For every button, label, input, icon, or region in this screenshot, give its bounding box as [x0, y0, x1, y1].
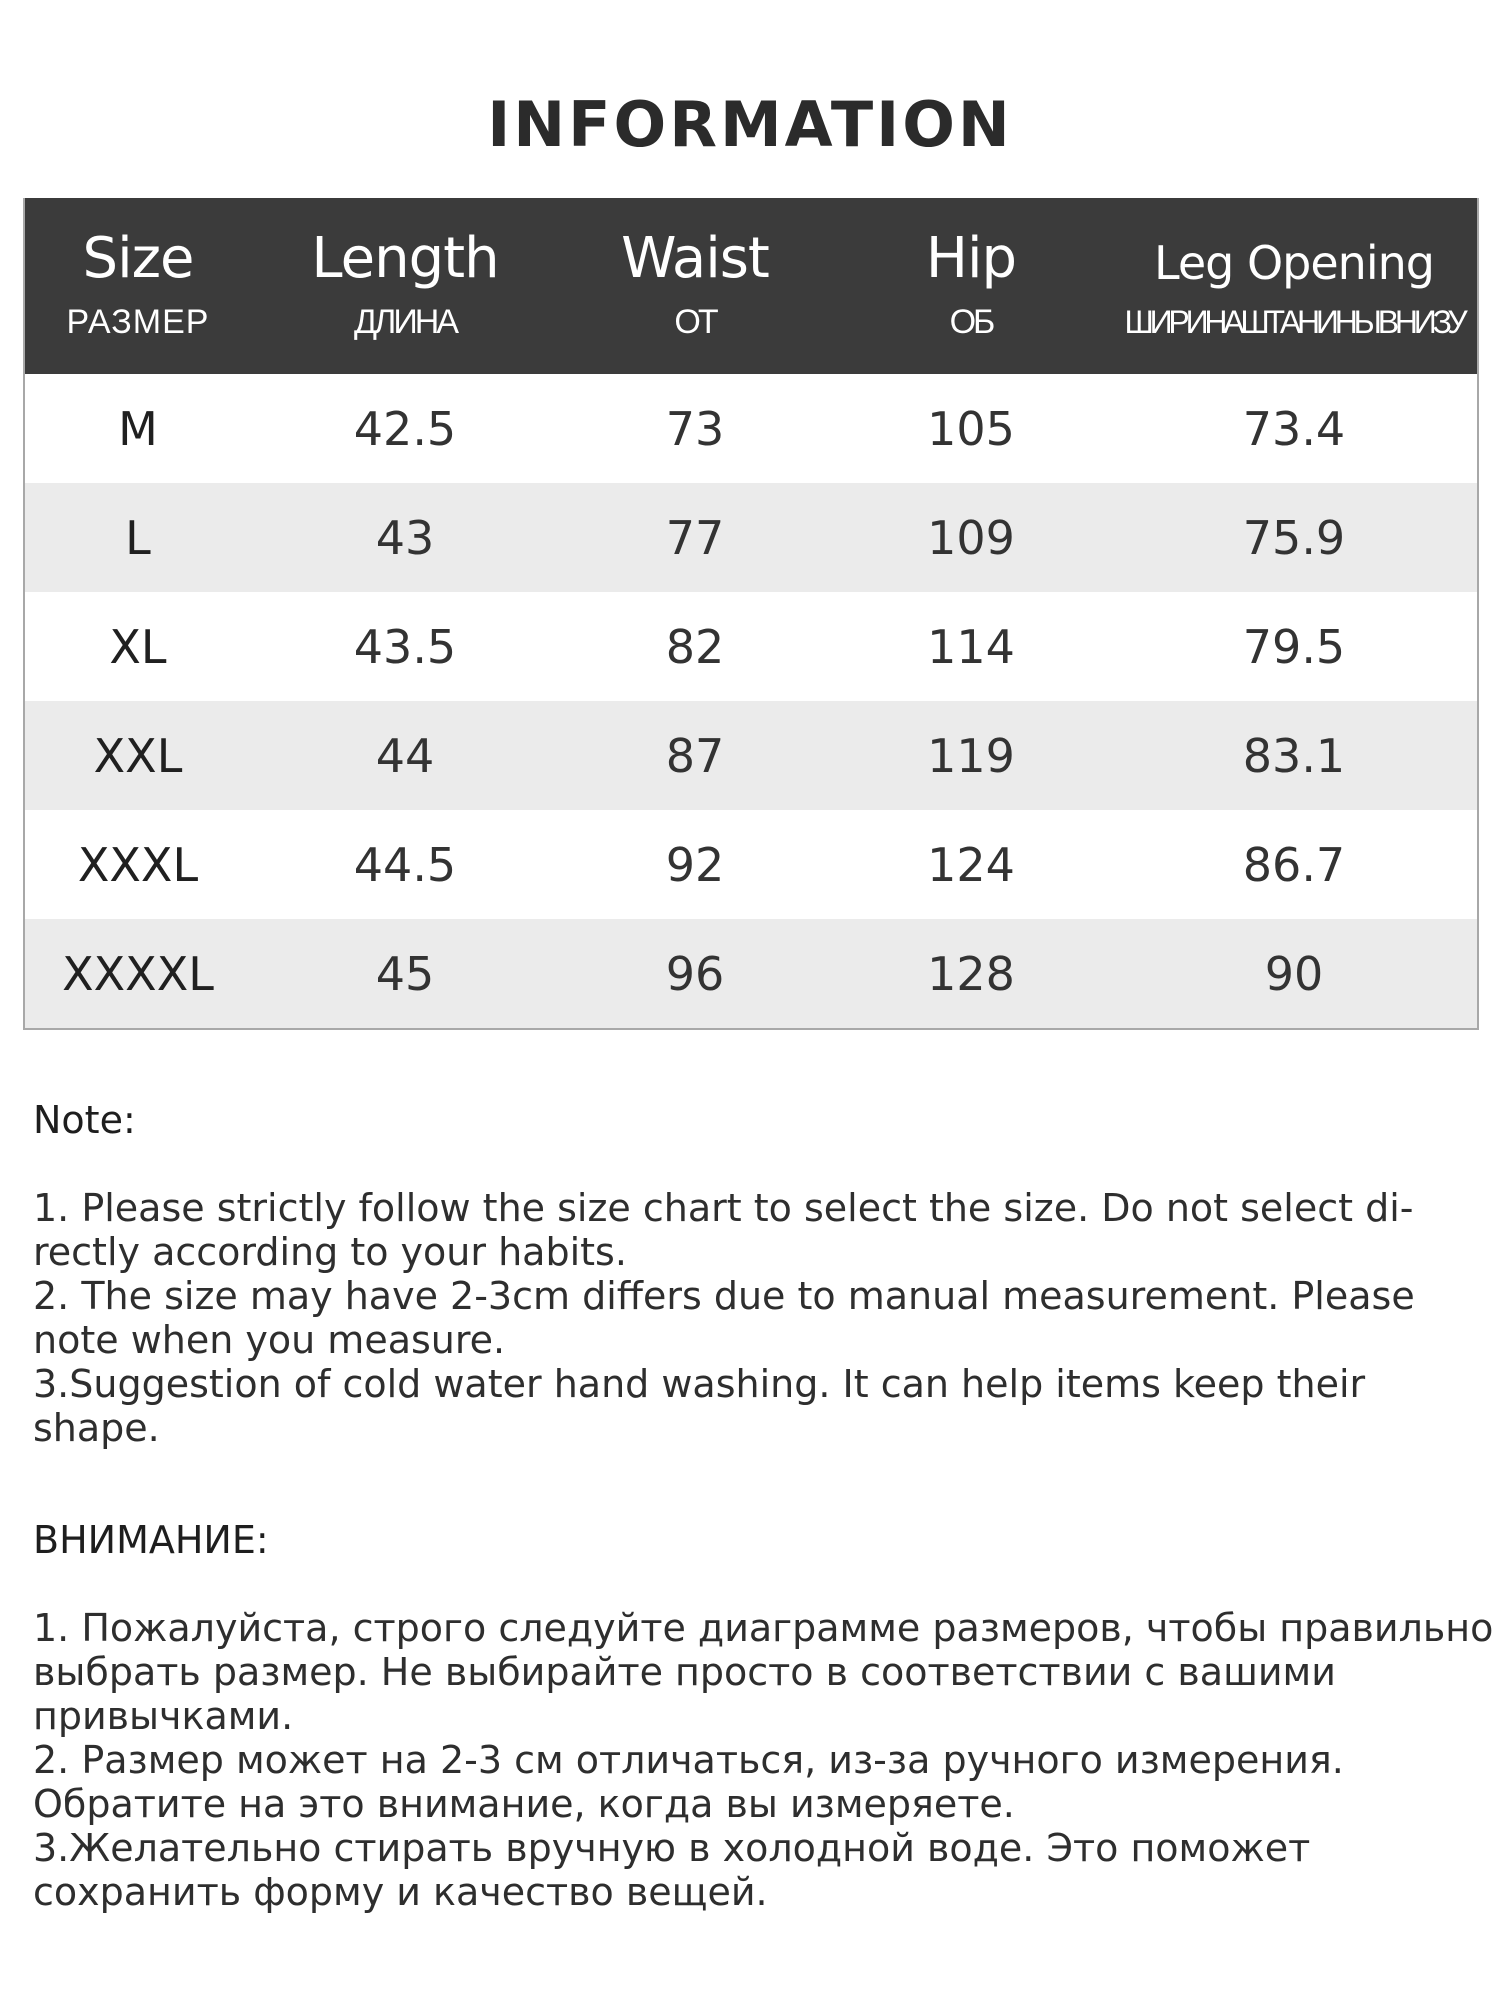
cell-waist: 73 [665, 401, 725, 456]
cell-size: XXXL [77, 837, 199, 892]
table-row [25, 483, 1477, 592]
header-label-en: Waist [621, 226, 769, 291]
cell-size: M [118, 401, 158, 456]
cell-leg-opening: 83.1 [1242, 728, 1346, 783]
header-length [251, 198, 559, 374]
note-line: 2. Размер может на 2-3 см отличаться, из-за ручного измерения. [33, 1738, 1344, 1782]
header-label-ru: ШИРИНАШТАНИНЫВНИЗУ [1124, 304, 1464, 340]
note-line: Обратите на это внимание, когда вы измеряете. [33, 1782, 1015, 1826]
cell-hip: 119 [927, 728, 1015, 783]
cell-length: 43 [375, 510, 435, 565]
cell-leg-opening: 86.7 [1242, 837, 1346, 892]
table-row [25, 810, 1477, 919]
note-line: 3.Желательно стирать вручную в холодной воде. Это поможет [33, 1826, 1311, 1870]
note-line: 1. Пожалуйста, строго следуйте диаграмме размеров, чтобы правильно [33, 1606, 1494, 1650]
note-heading-ru: ВНИМАНИЕ: [33, 1518, 269, 1562]
table-row [25, 374, 1477, 483]
header-label-en: Hip [925, 226, 1017, 291]
table-row [25, 919, 1477, 1028]
note-line: 2. The size may have 2-3cm differs due to manual measurement. Please [33, 1274, 1415, 1318]
cell-leg-opening: 79.5 [1242, 619, 1346, 674]
header-label-ru: РАЗМЕР [66, 303, 210, 341]
cell-hip: 128 [927, 946, 1015, 1001]
header-label-en: Size [82, 226, 194, 291]
cell-waist: 87 [665, 728, 725, 783]
note-line: 3.Suggestion of cold water hand washing. It can help items keep their [33, 1362, 1366, 1406]
header-waist [559, 198, 831, 374]
cell-length: 44.5 [353, 837, 457, 892]
header-label-en: Leg Opening [1154, 236, 1434, 290]
cell-length: 45 [375, 946, 435, 1001]
header-label-ru: ОБ [949, 303, 993, 341]
header-leg-opening [1111, 198, 1477, 374]
cell-hip: 109 [927, 510, 1015, 565]
cell-waist: 82 [665, 619, 725, 674]
note-line: сохранить форму и качество вещей. [33, 1870, 768, 1914]
cell-size: L [125, 510, 151, 565]
note-line: привычками. [33, 1694, 294, 1738]
cell-length: 42.5 [353, 401, 457, 456]
page-title: INFORMATION [487, 88, 1013, 161]
note-line: 1. Please strictly follow the size chart to select the size. Do not select di- [33, 1186, 1414, 1230]
note-line: note when you measure. [33, 1318, 506, 1362]
note-line: выбрать размер. Не выбирайте просто в соответствии с вашими [33, 1650, 1336, 1694]
cell-waist: 96 [665, 946, 725, 1001]
table-header [25, 198, 1477, 374]
size-chart-table [23, 198, 1479, 1030]
cell-hip: 114 [927, 619, 1015, 674]
cell-hip: 124 [927, 837, 1015, 892]
cell-waist: 92 [665, 837, 725, 892]
cell-length: 44 [375, 728, 435, 783]
cell-leg-opening: 75.9 [1242, 510, 1346, 565]
header-size [25, 198, 251, 374]
cell-leg-opening: 73.4 [1242, 401, 1346, 456]
cell-size: XXXXL [62, 946, 214, 1001]
note-line: shape. [33, 1406, 160, 1450]
table-row [25, 701, 1477, 810]
note-line: rectly according to your habits. [33, 1230, 627, 1274]
header-label-ru: ДЛИНА [353, 303, 456, 341]
table-row [25, 592, 1477, 701]
cell-hip: 105 [927, 401, 1015, 456]
cell-size: XXL [93, 728, 183, 783]
header-label-en: Length [311, 226, 499, 291]
note-heading-en: Note: [33, 1098, 136, 1142]
cell-leg-opening: 90 [1264, 946, 1324, 1001]
header-hip [831, 198, 1111, 374]
header-label-ru: ОТ [674, 303, 716, 341]
note-list-en [33, 1186, 1473, 1450]
cell-size: XL [109, 619, 167, 674]
note-list-ru [33, 1606, 1494, 1914]
cell-waist: 77 [665, 510, 725, 565]
cell-length: 43.5 [353, 619, 457, 674]
